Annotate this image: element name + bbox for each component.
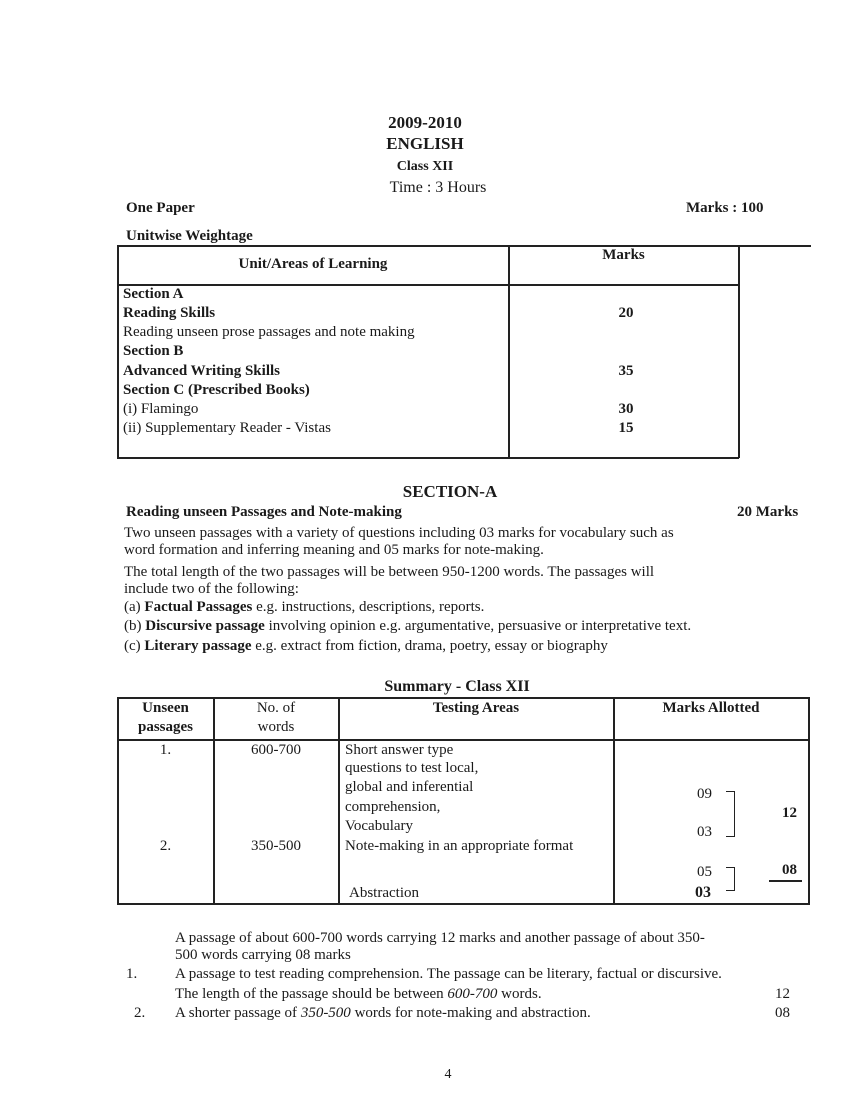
marks-value: 05 xyxy=(697,864,712,880)
table-bottom-rule xyxy=(117,457,739,459)
section-a-para1: word formation and inferring meaning and 05 marks for note-making. xyxy=(124,542,544,558)
item-marks: 08 xyxy=(775,1005,790,1021)
passage-type-item: (a) Factual Passages e.g. instructions, descriptions, reports. xyxy=(124,599,485,615)
item-text: A passage to test reading comprehension. The passage can be literary, factual or discursive. xyxy=(175,966,722,982)
section-a-para1: Two unseen passages with a variety of questions including 03 marks for vocabulary such as xyxy=(124,525,674,541)
row-number: 2. xyxy=(159,838,172,854)
class-heading: Class XII xyxy=(396,159,454,174)
header-unseen: Unseen xyxy=(142,700,189,716)
item-text: A shorter passage of 350-500 words for note-making and abstraction. xyxy=(175,1005,591,1021)
row-label: (ii) Supplementary Reader - Vistas xyxy=(123,420,331,436)
page-number: 4 xyxy=(444,1067,452,1082)
marks-total: 12 xyxy=(782,805,797,821)
weightage-heading: Unitwise Weightage xyxy=(126,228,253,244)
row-label: (i) Flamingo xyxy=(123,401,199,417)
testing-area-line: Short answer type xyxy=(345,742,454,758)
section-a-subtitle: Reading unseen Passages and Note-making xyxy=(126,504,402,520)
col-units-header: Unit/Areas of Learning xyxy=(238,256,388,272)
summary-col-rule xyxy=(808,697,810,905)
section-a-marks: 20 Marks xyxy=(737,504,799,520)
row-label: Section A xyxy=(123,286,184,302)
marks-value: 03 xyxy=(697,824,712,840)
table-header-rule xyxy=(117,284,739,286)
marks-underline xyxy=(769,880,802,882)
testing-area-line: Note-making in an appropriate format xyxy=(345,838,574,854)
section-a-title: SECTION-A xyxy=(402,482,498,501)
year-heading: 2009-2010 xyxy=(388,113,462,132)
header-passages: passages xyxy=(137,719,193,735)
marks-value: 03 xyxy=(695,884,711,901)
row-words: 350-500 xyxy=(251,838,301,854)
row-words: 600-700 xyxy=(251,742,301,758)
table-mid-rule xyxy=(508,245,510,458)
marks-bracket xyxy=(726,791,735,837)
testing-area-line: Vocabulary xyxy=(345,818,414,834)
table-left-rule xyxy=(117,245,119,458)
summary-top-rule xyxy=(117,697,809,699)
paper-label: One Paper xyxy=(126,200,195,216)
row-label: Reading Skills xyxy=(123,305,216,321)
row-label: Section C (Prescribed Books) xyxy=(123,382,310,398)
row-marks: 30 xyxy=(618,401,634,417)
header-words: words xyxy=(257,719,295,735)
row-label: Advanced Writing Skills xyxy=(123,363,280,379)
testing-area-line: questions to test local, xyxy=(345,760,479,776)
header-marks-allotted: Marks Allotted xyxy=(662,700,760,716)
row-marks: 20 xyxy=(618,305,634,321)
row-marks: 15 xyxy=(618,420,634,436)
table-right-rule xyxy=(738,245,740,458)
summary-header-rule xyxy=(117,739,809,741)
summary-bottom-rule xyxy=(117,903,809,905)
passage-type-item: (b) Discursive passage involving opinion e.g. argumentative, persuasive or interpretative text. xyxy=(124,618,692,634)
marks-value: 09 xyxy=(697,786,712,802)
row-number: 1. xyxy=(159,742,172,758)
time-heading: Time : 3 Hours xyxy=(389,179,487,196)
row-label: Reading unseen prose passages and note making xyxy=(123,324,415,340)
section-a-para2: The total length of the two passages will be between 950-1200 words. The passages will xyxy=(124,564,655,580)
marks-label: Marks : 100 xyxy=(686,200,764,216)
intro-text: 500 words carrying 08 marks xyxy=(175,947,351,963)
row-marks: 35 xyxy=(618,363,634,379)
row-label: Section B xyxy=(123,343,184,359)
item-marks: 12 xyxy=(775,986,790,1002)
summary-title: Summary - Class XII xyxy=(384,678,530,695)
testing-area-line: global and inferential xyxy=(345,779,474,795)
summary-col-rule xyxy=(338,697,340,905)
section-a-para2: include two of the following: xyxy=(124,581,299,597)
marks-bracket xyxy=(726,867,735,891)
intro-text: A passage of about 600-700 words carrying 12 marks and another passage of about 350- xyxy=(175,930,705,946)
item-number: 2. xyxy=(134,1005,146,1021)
subject-heading: ENGLISH xyxy=(386,134,464,153)
item-text: The length of the passage should be between 600-700 words. xyxy=(175,986,542,1002)
col-marks-header: Marks xyxy=(602,247,645,263)
marks-total: 08 xyxy=(782,862,797,878)
header-no-of: No. of xyxy=(256,700,296,716)
passage-type-item: (c) Literary passage e.g. extract from fiction, drama, poetry, essay or biography xyxy=(124,638,608,654)
testing-area-line: comprehension, xyxy=(345,799,441,815)
item-number: 1. xyxy=(126,966,138,982)
testing-area-abstraction: Abstraction xyxy=(349,885,419,901)
summary-col-rule xyxy=(613,697,615,905)
header-testing-areas: Testing Areas xyxy=(432,700,520,716)
